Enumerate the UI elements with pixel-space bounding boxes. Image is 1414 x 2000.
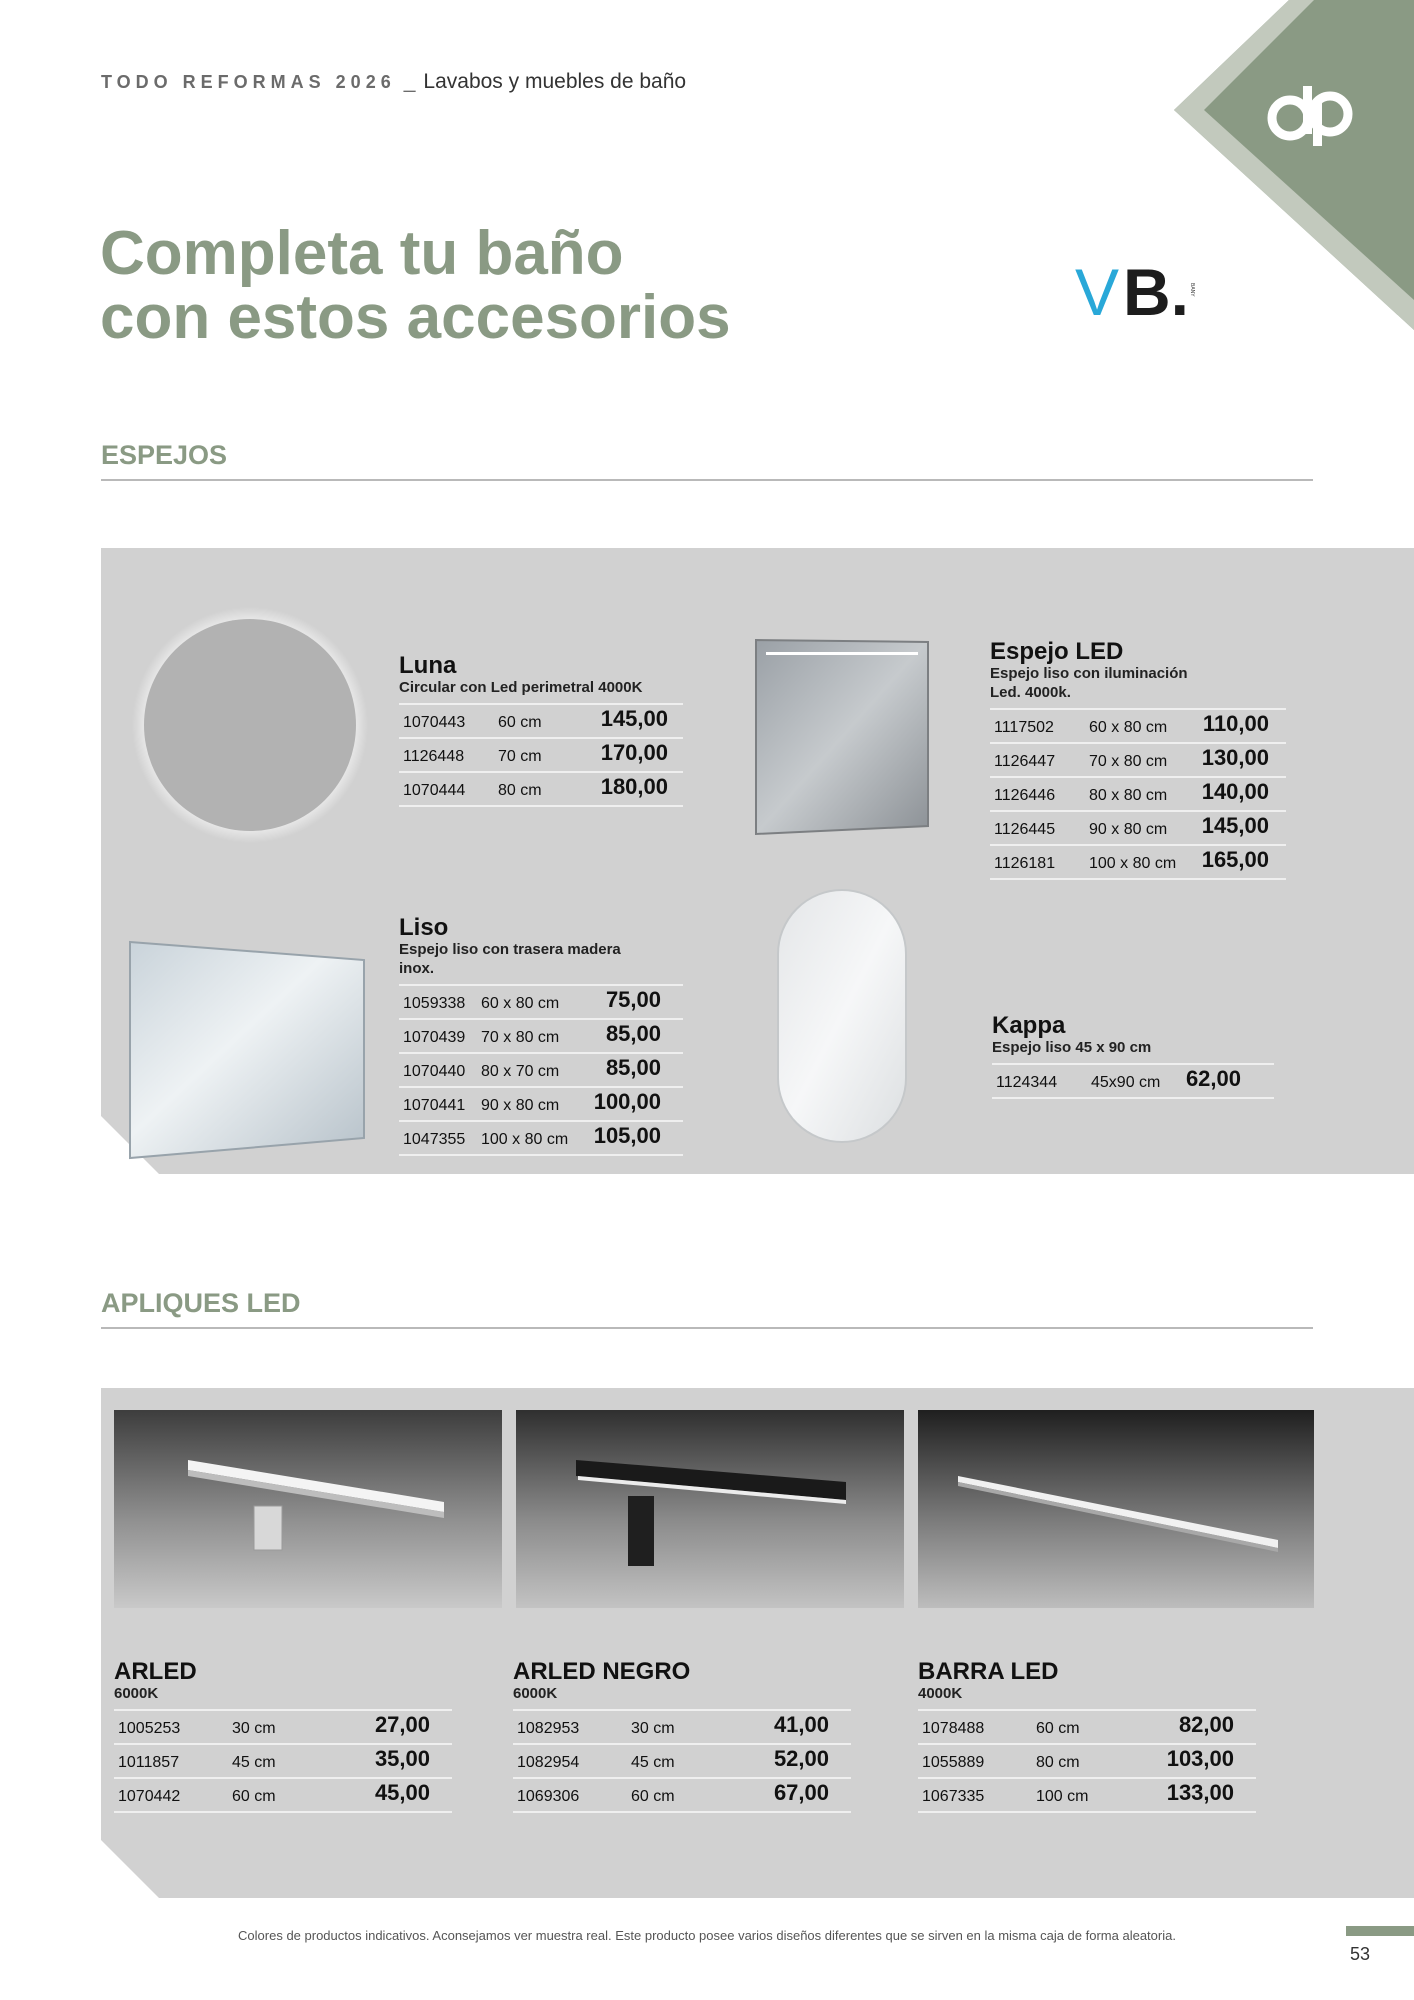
product-size: 60 cm — [1036, 1720, 1080, 1737]
table-row — [399, 1122, 683, 1156]
product-code: 1126446 — [994, 787, 1056, 804]
product-description: inox. — [399, 960, 435, 977]
running-header — [101, 70, 686, 94]
product-price: 41,00 — [773, 1712, 829, 1737]
table-row — [513, 1711, 851, 1745]
product-liso — [399, 916, 683, 1156]
product-size: 90 x 80 cm — [481, 1097, 560, 1114]
liso-mirror-image — [126, 938, 370, 1160]
product-code: 1078488 — [922, 1720, 985, 1737]
product-size: 60 cm — [498, 714, 542, 731]
table-row — [918, 1779, 1256, 1813]
product-barra-led — [918, 1660, 1256, 1813]
product-code: 1070443 — [403, 714, 466, 731]
product-code: 1047355 — [403, 1131, 466, 1148]
product-price: 85,00 — [605, 1021, 661, 1046]
table-row — [990, 846, 1286, 880]
product-size: 100 x 80 cm — [481, 1131, 569, 1148]
product-size: 60 x 80 cm — [481, 995, 560, 1012]
product-price: 35,00 — [374, 1746, 430, 1771]
espejo-led-image — [752, 638, 932, 836]
product-price: 85,00 — [605, 1055, 661, 1080]
product-name: Liso — [399, 914, 449, 941]
product-price: 145,00 — [600, 706, 668, 731]
product-size: 80 x 80 cm — [1089, 787, 1168, 804]
barra-led-lamp-image — [918, 1410, 1314, 1608]
price-table — [990, 708, 1286, 880]
arled-negro-lamp-image — [516, 1410, 904, 1608]
product-kappa — [992, 1014, 1274, 1099]
table-row — [399, 1088, 683, 1122]
arled-lamp-image — [114, 1410, 502, 1608]
product-code: 1082953 — [517, 1720, 580, 1737]
product-price: 180,00 — [600, 774, 668, 799]
table-row — [399, 705, 683, 739]
product-code: 1126181 — [994, 855, 1056, 872]
product-price: 27,00 — [374, 1712, 430, 1737]
section-heading-espejos: ESPEJOS — [101, 440, 1313, 481]
product-size: 45 cm — [232, 1754, 276, 1771]
table-row — [399, 986, 683, 1020]
product-name: ARLED NEGRO — [513, 1658, 691, 1685]
product-price: 165,00 — [1201, 847, 1269, 872]
product-size: 100 x 80 cm — [1089, 855, 1177, 872]
product-size: 30 cm — [232, 1720, 276, 1737]
product-name: Kappa — [992, 1012, 1066, 1039]
table-row — [114, 1711, 452, 1745]
svg-text:BANY: BANY — [1189, 283, 1195, 297]
product-price: 45,00 — [374, 1780, 430, 1805]
table-row — [992, 1065, 1274, 1099]
table-row — [918, 1711, 1256, 1745]
product-color-temp: 6000K — [114, 1685, 159, 1702]
svg-text:B.: B. — [1123, 255, 1189, 329]
product-code: 1126447 — [994, 753, 1056, 770]
product-price: 103,00 — [1166, 1746, 1234, 1771]
title-line-2: con estos accesorios — [100, 283, 731, 352]
product-code: 1055889 — [922, 1754, 985, 1771]
product-size: 90 x 80 cm — [1089, 821, 1168, 838]
product-price: 130,00 — [1201, 745, 1269, 770]
product-name: ARLED — [114, 1658, 197, 1685]
product-code: 1070439 — [403, 1029, 466, 1046]
header-separator: _ — [403, 70, 416, 93]
price-table — [513, 1709, 851, 1813]
product-price: 170,00 — [600, 740, 668, 765]
table-row — [990, 710, 1286, 744]
product-description: Circular con Led perimetral 4000K — [399, 679, 643, 696]
product-size: 80 cm — [498, 782, 542, 799]
table-row — [918, 1745, 1256, 1779]
table-row — [114, 1779, 452, 1813]
page-number: 53 — [1349, 1944, 1370, 1964]
product-price: 52,00 — [773, 1746, 829, 1771]
product-code: 1070441 — [403, 1097, 466, 1114]
product-size: 60 cm — [232, 1788, 276, 1805]
product-code: 1126445 — [994, 821, 1056, 838]
product-price: 62,00 — [1185, 1066, 1241, 1091]
price-table — [992, 1063, 1274, 1099]
product-description: Espejo liso con trasera madera — [399, 941, 621, 958]
product-arled-negro — [513, 1660, 851, 1813]
product-size: 45x90 cm — [1091, 1074, 1161, 1091]
product-description: Espejo liso con iluminación — [990, 665, 1188, 682]
product-size: 80 x 70 cm — [481, 1063, 560, 1080]
dp-logo-icon — [1266, 86, 1356, 146]
product-description: Espejo liso 45 x 90 cm — [992, 1039, 1152, 1056]
kappa-mirror-image — [774, 886, 910, 1146]
product-code: 1117502 — [994, 719, 1054, 736]
product-code: 1082954 — [517, 1754, 580, 1771]
product-code: 1011857 — [118, 1754, 180, 1771]
product-code: 1070444 — [403, 782, 466, 799]
product-size: 70 cm — [498, 748, 542, 765]
product-price: 110,00 — [1202, 711, 1269, 736]
product-description: Led. 4000k. — [990, 684, 1071, 701]
product-code: 1067335 — [922, 1788, 985, 1805]
luna-mirror-image — [130, 605, 370, 845]
product-code: 1126448 — [403, 748, 465, 765]
product-price: 67,00 — [773, 1780, 829, 1805]
product-size: 100 cm — [1036, 1788, 1089, 1805]
product-price: 140,00 — [1201, 779, 1269, 804]
catalog-kicker: TODO REFORMAS 2026 — [101, 72, 396, 92]
product-name: BARRA LED — [918, 1658, 1059, 1685]
price-table — [399, 984, 683, 1156]
table-row — [513, 1745, 851, 1779]
footer-disclaimer: Colores de productos indicativos. Aconsejamos ver muestra real. Este producto posee varios diseños diferentes que se sirven en la misma caja de forma aleatoria. — [238, 1928, 1176, 1943]
product-price: 133,00 — [1166, 1780, 1234, 1805]
table-row — [399, 1054, 683, 1088]
product-code: 1005253 — [118, 1720, 181, 1737]
product-arled — [114, 1660, 452, 1813]
header-section: Lavabos y muebles de baño — [423, 70, 687, 93]
product-code: 1124344 — [996, 1074, 1058, 1091]
vb-supplier-logo — [1045, 245, 1205, 335]
product-code: 1070440 — [403, 1063, 466, 1080]
table-row — [990, 744, 1286, 778]
corner-brand-decoration — [1174, 0, 1414, 330]
product-price: 82,00 — [1178, 1712, 1234, 1737]
product-size: 60 x 80 cm — [1089, 719, 1168, 736]
product-size: 70 x 80 cm — [481, 1029, 560, 1046]
product-color-temp: 6000K — [513, 1685, 558, 1702]
product-name: Luna — [399, 652, 457, 679]
product-color-temp: 4000K — [918, 1685, 963, 1702]
product-price: 105,00 — [593, 1123, 661, 1148]
table-row — [990, 778, 1286, 812]
table-row — [399, 773, 683, 807]
title-line-1: Completa tu baño — [100, 219, 624, 288]
product-price: 145,00 — [1201, 813, 1269, 838]
price-table — [114, 1709, 452, 1813]
page-number-bar — [1346, 1926, 1414, 1936]
page-title — [100, 219, 731, 352]
product-code: 1069306 — [517, 1788, 580, 1805]
svg-text:V: V — [1075, 255, 1120, 329]
product-luna — [399, 654, 683, 807]
product-size: 60 cm — [631, 1788, 675, 1805]
table-row — [513, 1779, 851, 1813]
price-table — [399, 703, 683, 807]
table-row — [399, 739, 683, 773]
product-espejo-led — [990, 640, 1286, 880]
product-price: 75,00 — [605, 987, 661, 1012]
product-code: 1070442 — [118, 1788, 181, 1805]
table-row — [399, 1020, 683, 1054]
product-price: 100,00 — [593, 1089, 661, 1114]
table-row — [114, 1745, 452, 1779]
panel-corner-cut — [101, 1840, 159, 1898]
product-size: 70 x 80 cm — [1089, 753, 1168, 770]
section-heading-apliques-led: APLIQUES LED — [101, 1288, 1313, 1329]
product-size: 45 cm — [631, 1754, 675, 1771]
product-code: 1059338 — [403, 995, 466, 1012]
product-size: 80 cm — [1036, 1754, 1080, 1771]
product-size: 30 cm — [631, 1720, 675, 1737]
table-row — [990, 812, 1286, 846]
price-table — [918, 1709, 1256, 1813]
product-name: Espejo LED — [990, 638, 1124, 665]
